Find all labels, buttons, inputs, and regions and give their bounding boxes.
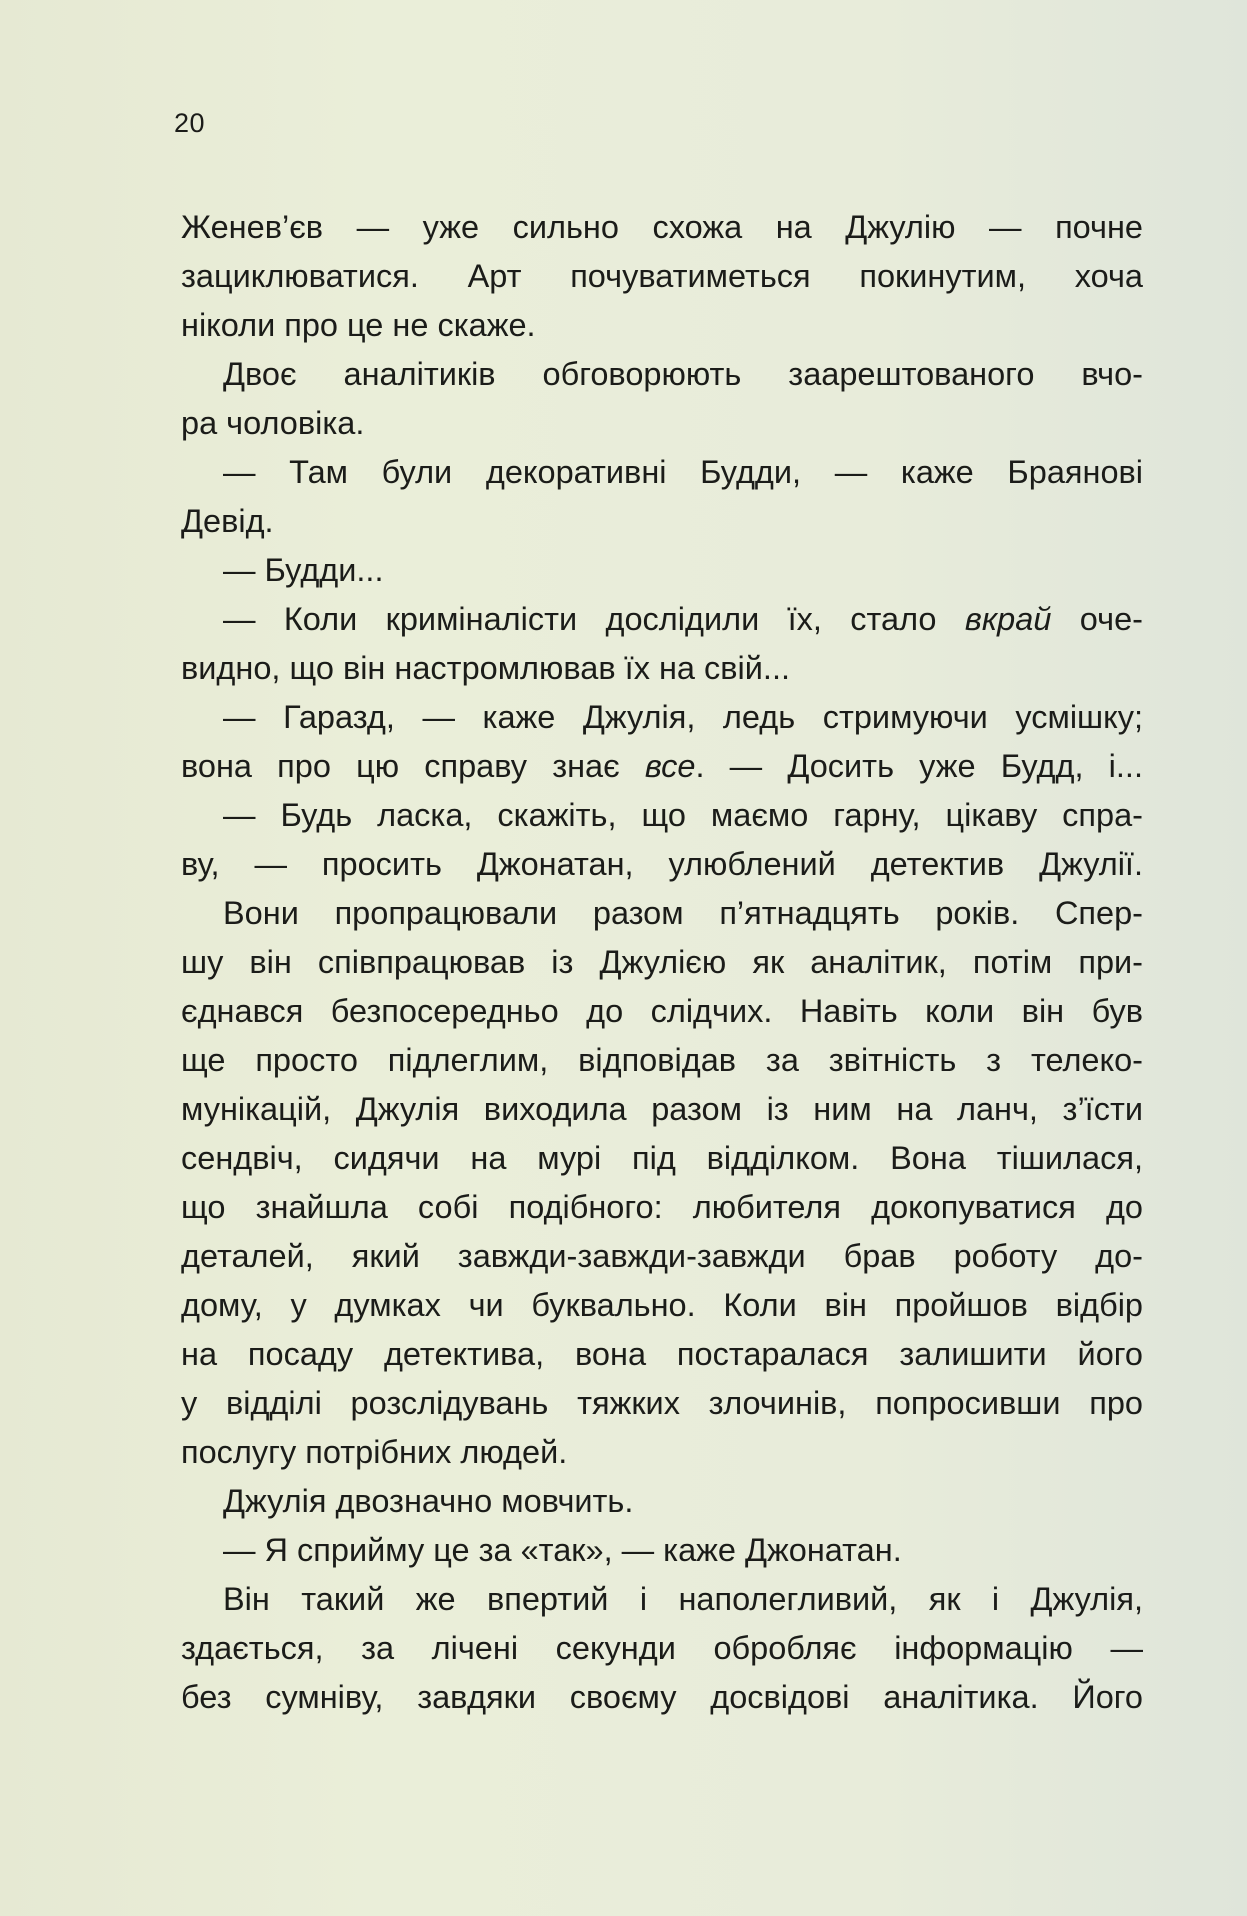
text-line: ра чоловіка. (181, 405, 365, 441)
text-segment: — Коли криміналісти дослідили їх, стало (223, 601, 965, 637)
body-text (181, 203, 1143, 1722)
text-line: єднався безпосередньо до слідчих. Навіть коли він був (181, 993, 1143, 1029)
text-line (181, 742, 1143, 791)
text-line: — Я сприйму це за «так», — каже Джонатан. (223, 1532, 902, 1568)
text-segment: оче- (1051, 601, 1143, 637)
text-line: Двоє аналітиків обговорюють заарештованого вчо- (223, 356, 1143, 392)
text-line: Женев’єв — уже сильно схожа на Джулію — почне (181, 209, 1143, 245)
text-line: — Будди... (223, 552, 384, 588)
text-line: Вони пропрацювали разом п’ятнадцять років. Спер- (223, 895, 1143, 931)
text-line: без сумніву, завдяки своєму досвідові аналітика. Його (181, 1679, 1143, 1715)
text-line: видно, що він настромлював їх на свій... (181, 650, 791, 686)
text-line: — Будь ласка, скажіть, що маємо гарну, цікаву спра- (223, 797, 1143, 833)
text-line: сендвіч, сидячи на мурі під відділком. Вона тішилася, (181, 1140, 1143, 1176)
text-segment: вона про цю справу знає (181, 748, 645, 784)
text-line: зациклюватися. Арт почуватиметься покинутим, хоча (181, 258, 1143, 294)
emphasized-word: все (644, 748, 696, 784)
text-line: мунікацій, Джулія виходила разом із ним на ланч, з’їсти (181, 1091, 1143, 1127)
text-line: ву, — просить Джонатан, улюблений детектив Джулії. (181, 846, 1143, 882)
page-number: 20 (174, 108, 206, 138)
text-segment: . — Досить уже Будд, і... (695, 748, 1143, 784)
text-line: Девід. (181, 503, 274, 539)
text-line: послугу потрібних людей. (181, 1434, 568, 1470)
text-line: шу він співпрацював із Джулією як аналітик, потім при- (181, 944, 1143, 980)
text-line (181, 595, 1143, 644)
text-line: — Там були декоративні Будди, — каже Браянові (223, 454, 1143, 490)
text-line: здається, за лічені секунди обробляє інформацію — (181, 1630, 1143, 1666)
text-line: ще просто підлеглим, відповідав за звітність з телеко- (181, 1042, 1143, 1078)
text-line: Він такий же впертий і наполегливий, як і Джулія, (223, 1581, 1143, 1617)
text-line: що знайшла собі подібного: любителя докопуватися до (181, 1189, 1143, 1225)
emphasized-word: вкрай (964, 601, 1052, 637)
text-line: Джулія двозначно мовчить. (223, 1483, 634, 1519)
text-line: дому, у думках чи буквально. Коли він пройшов відбір (181, 1287, 1143, 1323)
text-line: — Гаразд, — каже Джулія, ледь стримуючи усмішку; (223, 699, 1143, 735)
text-line: у відділі розслідувань тяжких злочинів, попросивши про (181, 1385, 1143, 1421)
text-line: ніколи про це не скаже. (181, 307, 536, 343)
text-line: деталей, який завжди-завжди-завжди брав роботу до- (181, 1238, 1143, 1274)
text-line: на посаду детектива, вона постаралася залишити його (181, 1336, 1143, 1372)
